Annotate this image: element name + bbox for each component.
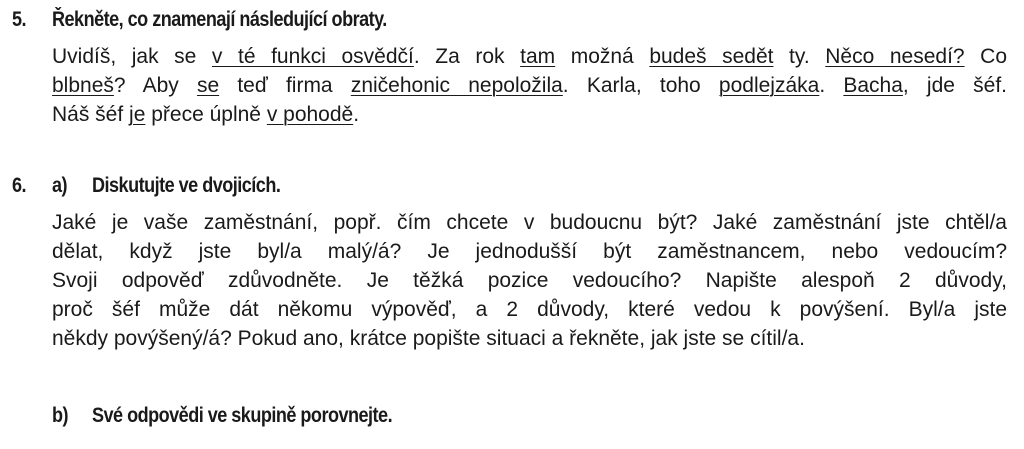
- underlined-phrase: je: [129, 103, 146, 126]
- exercise-6a-line-4: proč šéf může dát někomu výpověď, a 2 důvody, které vedou k povýšení. Byl/a jste: [52, 298, 1007, 321]
- text-segment: , jde šéf.: [902, 74, 1007, 97]
- text-segment: ty.: [773, 45, 826, 68]
- exercise-5-number: 5.: [12, 8, 27, 31]
- underlined-phrase: se: [196, 74, 220, 97]
- text-segment: ? Aby: [113, 74, 197, 97]
- text-segment: možná: [555, 45, 650, 68]
- underlined-phrase: podlejzáka: [718, 74, 820, 97]
- text-segment: Co: [964, 45, 1007, 68]
- text-segment: teď firma: [219, 74, 351, 97]
- text-segment: . Za rok: [413, 45, 521, 68]
- exercise-6b-title: Své odpovědi ve skupině porovnejte.: [92, 404, 393, 427]
- underlined-phrase: v pohodě: [266, 103, 354, 126]
- text-segment: přece úplně: [145, 103, 267, 126]
- text-segment: Uvidíš, jak se: [52, 45, 212, 68]
- exercise-5-line-3: [52, 101, 1007, 128]
- underlined-phrase: tam: [520, 45, 556, 68]
- text-segment: Náš šéf: [52, 103, 130, 126]
- underlined-phrase: blbneš: [52, 74, 114, 97]
- text-segment: .: [819, 74, 844, 97]
- exercise-6-number: 6.: [12, 174, 27, 197]
- exercise-6a-label: a): [52, 174, 68, 197]
- exercise-6a-line-3: Svoji odpověď zdůvodněte. Je těžká pozice vedoucího? Napište alespoň 2 důvody,: [52, 269, 1007, 292]
- exercise-5-line-1: [52, 43, 1007, 70]
- underlined-phrase: v té funkci osvědčí: [211, 45, 414, 68]
- underlined-phrase: Bacha: [843, 74, 903, 97]
- text-segment: . Karla, toho: [562, 74, 719, 97]
- underlined-phrase: zničehonic nepoložila: [350, 74, 563, 97]
- exercise-5-title: Řekněte, co znamenají následující obraty.: [52, 8, 387, 31]
- exercise-6b-label: b): [52, 404, 69, 427]
- underlined-phrase: budeš sedět: [649, 45, 774, 68]
- exercise-6a-title: Diskutujte ve dvojicích.: [92, 174, 281, 197]
- exercise-6a-line-5: někdy povýšený/á? Pokud ano, krátce popište situaci a řekněte, jak jste se cítil/a.: [52, 327, 805, 350]
- exercise-6a-line-1: Jaké je vaše zaměstnání, popř. čím chcete v budoucnu být? Jaké zaměstnání jste chtěl/a: [52, 211, 1007, 234]
- exercise-6a-line-2: dělat, když jste byl/a malý/á? Je jednodušší být zaměstnancem, nebo vedoucím?: [52, 240, 1007, 263]
- underlined-phrase: Něco nesedí?: [825, 45, 965, 68]
- exercise-5-line-2: [52, 72, 1007, 99]
- text-segment: .: [353, 103, 360, 126]
